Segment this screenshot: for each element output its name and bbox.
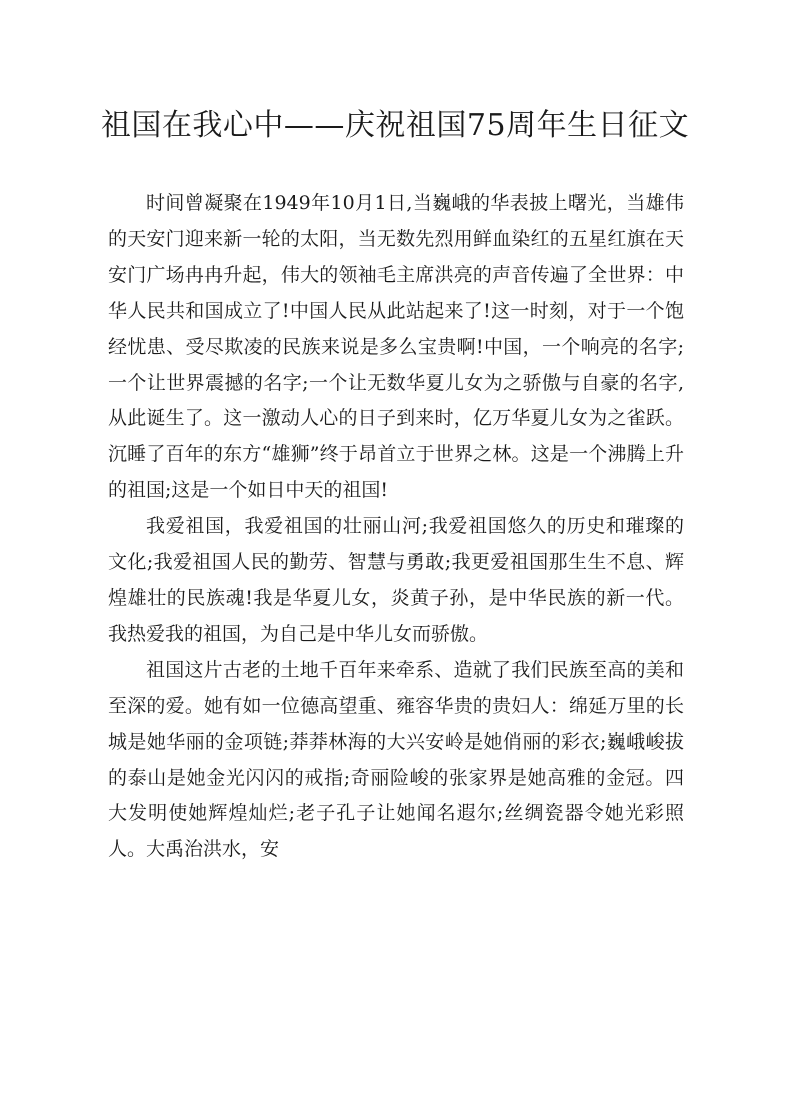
document-title: 祖国在我心中——庆祝祖国75周年生日征文 xyxy=(100,108,690,143)
paragraph-1: 时间曾凝聚在1949年10月1日,当巍峨的华表披上曙光，当雄伟的天安门迎来新一轮的太阳，当无数先烈用鲜血染红的五星红旗在天安门广场冉冉升起，伟大的领袖毛主席洪亮的声音传遍了全世界：中华人民共和国成立了!中国人民从此站起来了!这一时刻，对于一个饱经忧患、受尽欺凌的民族来说是多么宝贵啊!中国，一个响亮的名字;一个让世界震撼的名字;一个让无数华夏儿女为之骄傲与自豪的名字,从此诞生了。这一激动人心的日子到来时，亿万华夏儿女为之雀跃。沉睡了百年的东方“雄狮”终于昂首立于世界之林。这是一个沸腾上升的祖国;这是一个如日中天的祖国! xyxy=(108,192,684,502)
paragraph-3: 祖国这片古老的土地千百年来牵系、造就了我们民族至高的美和至深的爱。她有如一位德高望重、雍容华贵的贵妇人：绵延万里的长城是她华丽的金项链;莽莽林海的大兴安岭是她俏丽的彩衣;巍峨峻拔的泰山是她金光闪闪的戒指;奇丽险峻的张家界是她高雅的金冠。四大发明使她辉煌灿烂;老子孔子让她闻名遐尔;丝绸瓷器令她光彩照人。大禹治洪水，安 xyxy=(108,658,684,861)
document-body xyxy=(108,186,684,868)
paragraph-2: 我爱祖国，我爱祖国的壮丽山河;我爱祖国悠久的历史和璀璨的文化;我爱祖国人民的勤劳、智慧与勇敢;我更爱祖国那生生不息、辉煌雄壮的民族魂!我是华夏儿女，炎黄子孙，是中华民族的新一代。我热爱我的祖国，为自己是中华儿女而骄傲。 xyxy=(108,515,684,645)
